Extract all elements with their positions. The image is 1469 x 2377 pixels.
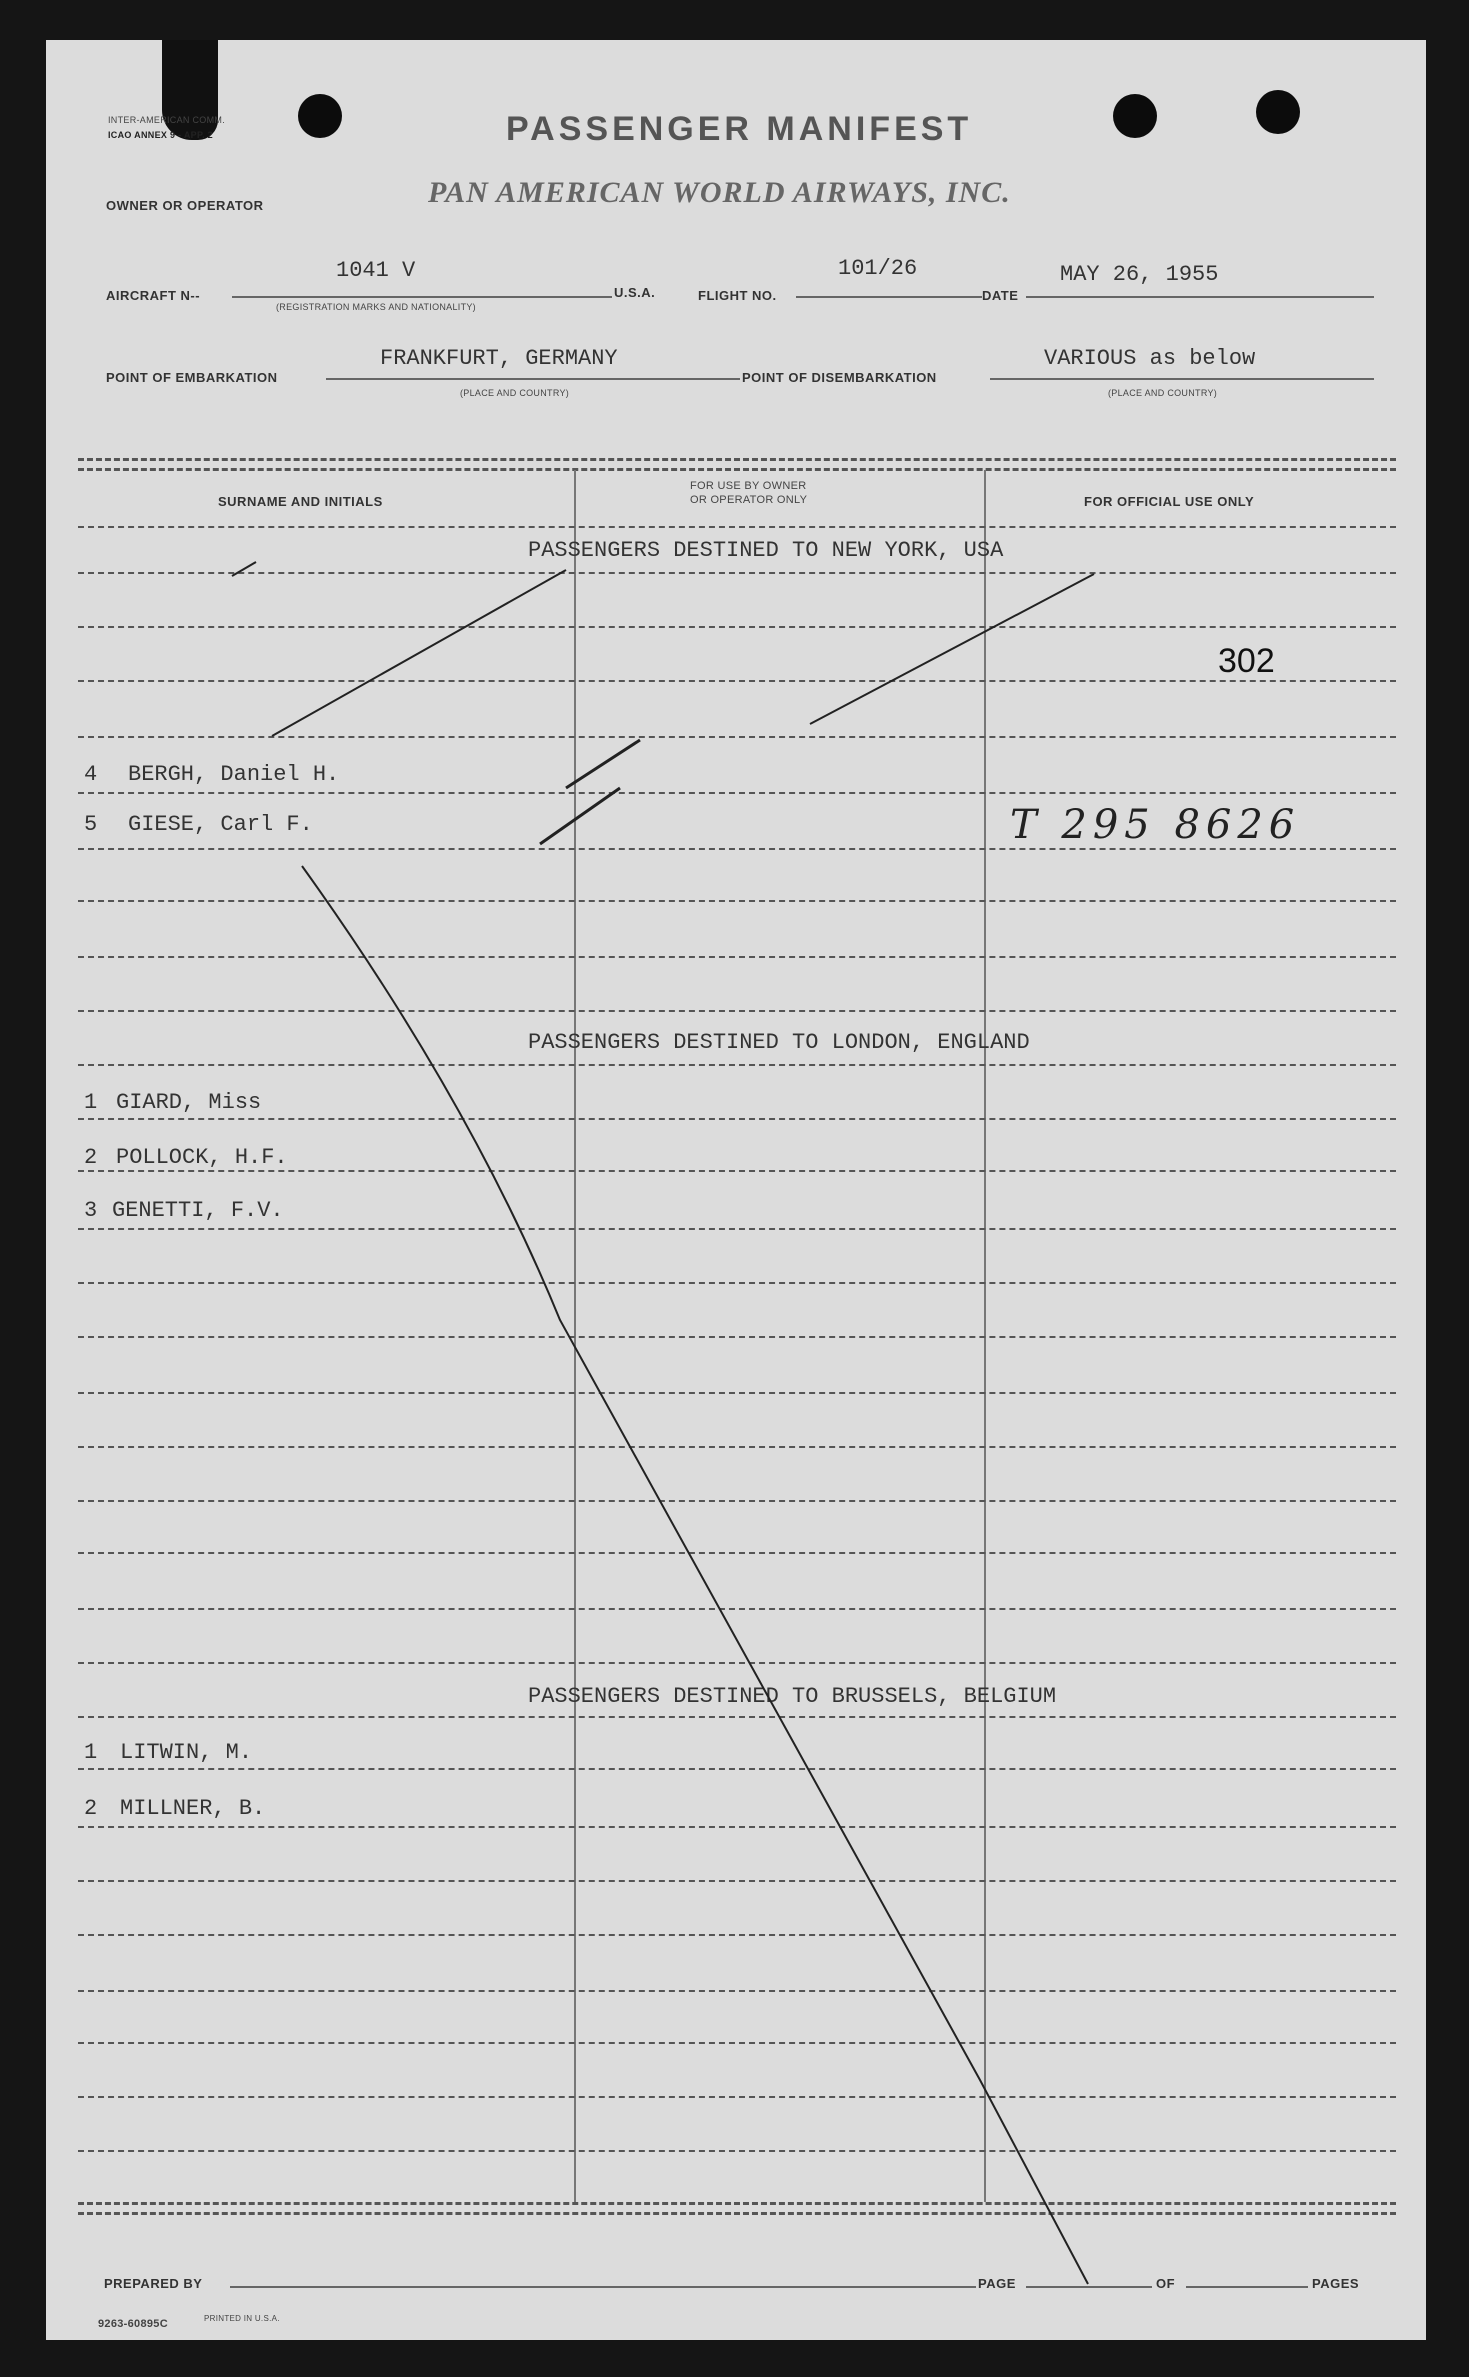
passenger-number: 3 [84, 1198, 98, 1223]
passenger-name: MILLNER, B. [120, 1796, 266, 1821]
date-value: MAY 26, 1955 [1060, 262, 1219, 287]
page-label: PAGE [978, 2276, 1016, 2291]
flight-value: 101/26 [838, 256, 918, 281]
aircraft-label: AIRCRAFT N-- [106, 288, 201, 303]
check-stroke [540, 788, 620, 844]
column-official: FOR OFFICIAL USE ONLY [1084, 494, 1255, 509]
of-label: OF [1156, 2276, 1176, 2291]
column-owner-use-line2: OR OPERATOR ONLY [690, 494, 808, 506]
form-reference-line1: INTER-AMERICAN COMM. [108, 115, 225, 125]
section-heading-brussels: PASSENGERS DESTINED TO BRUSSELS, BELGIUM [528, 1684, 1057, 1709]
passenger-number: 1 [84, 1090, 98, 1115]
handwritten-code: T 295 8626 [1010, 802, 1301, 848]
usa-label: U.S.A. [614, 285, 656, 300]
stamp-number: 302 [1218, 642, 1275, 680]
check-stroke [566, 740, 640, 788]
passenger-number: 2 [84, 1145, 98, 1170]
section-heading-london: PASSENGERS DESTINED TO LONDON, ENGLAND [528, 1030, 1030, 1055]
passenger-name: GENETTI, F.V. [112, 1198, 284, 1223]
passenger-number: 2 [84, 1796, 98, 1821]
flight-label: FLIGHT NO. [698, 288, 777, 303]
passenger-number: 5 [84, 812, 98, 837]
registration-caption: (REGISTRATION MARKS AND NATIONALITY) [276, 302, 476, 312]
check-stroke [232, 562, 256, 576]
check-stroke [272, 570, 566, 736]
disembarkation-value: VARIOUS as below [1044, 346, 1256, 371]
aircraft-value: 1041 V [336, 258, 416, 283]
owner-value: PAN AMERICAN WORLD AIRWAYS, INC. [428, 176, 1011, 209]
form-number: 9263-60895C [98, 2318, 168, 2330]
prepared-by-label: PREPARED BY [104, 2276, 203, 2291]
owner-label: OWNER OR OPERATOR [106, 198, 264, 213]
passenger-name: GIESE, Carl F. [128, 812, 313, 837]
embarkation-label: POINT OF EMBARKATION [106, 370, 278, 385]
printed-in-usa: PRINTED IN U.S.A. [204, 2314, 280, 2323]
section-heading-new-york: PASSENGERS DESTINED TO NEW YORK, USA [528, 538, 1004, 563]
disembarkation-label: POINT OF DISEMBARKATION [742, 370, 937, 385]
passenger-number: 1 [84, 1740, 98, 1765]
manifest-title: PASSENGER MANIFEST [506, 110, 973, 148]
cancellation-stroke [302, 866, 1088, 2284]
passenger-number: 4 [84, 762, 98, 787]
column-surname: SURNAME AND INITIALS [218, 494, 383, 509]
column-owner-use-line1: FOR USE BY OWNER [690, 480, 807, 492]
check-stroke [810, 574, 1094, 724]
passenger-name: POLLOCK, H.F. [116, 1145, 288, 1170]
disembarkation-caption: (PLACE AND COUNTRY) [1108, 388, 1218, 398]
embarkation-caption: (PLACE AND COUNTRY) [460, 388, 570, 398]
embarkation-value: FRANKFURT, GERMANY [380, 346, 618, 371]
passenger-name: LITWIN, M. [120, 1740, 253, 1765]
form-reference-line2: ICAO ANNEX 9 - APP. 2 [108, 130, 213, 140]
date-label: DATE [982, 288, 1019, 303]
passenger-name: BERGH, Daniel H. [128, 762, 340, 787]
pages-label: PAGES [1312, 2276, 1360, 2291]
passenger-name: GIARD, Miss [116, 1090, 262, 1115]
